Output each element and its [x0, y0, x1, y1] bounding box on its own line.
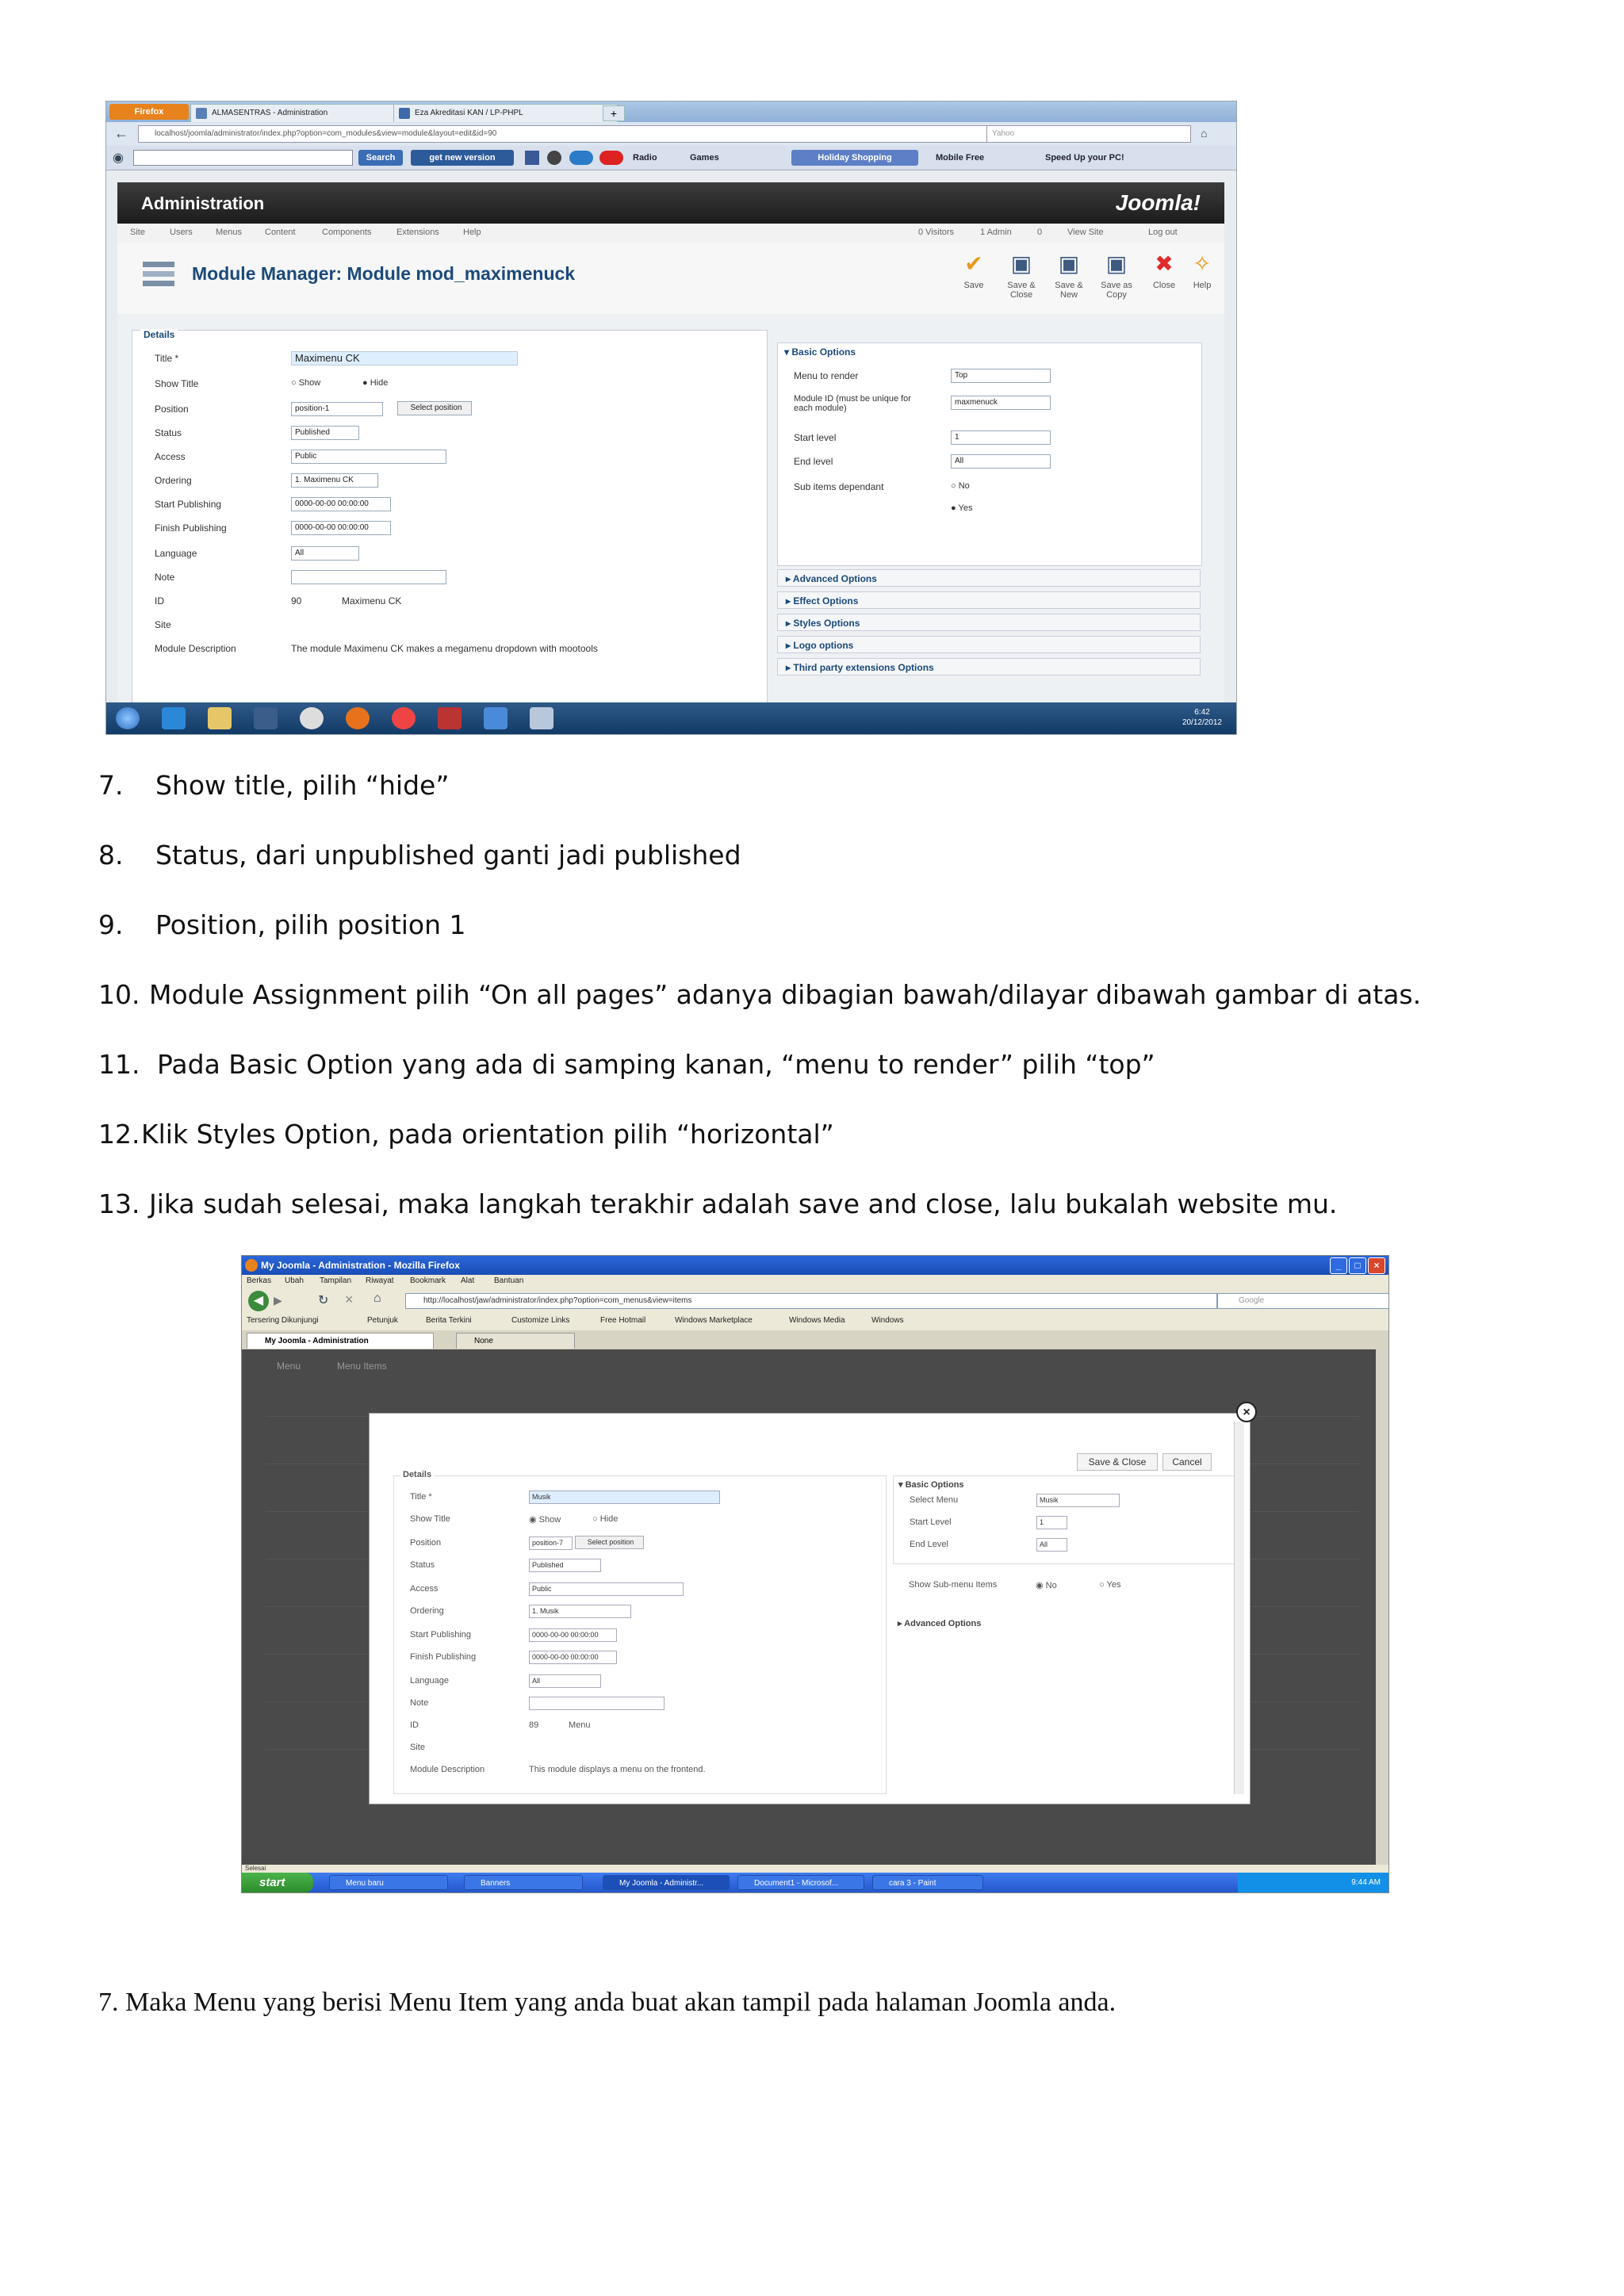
bookmark-item[interactable]: Free Hotmail	[600, 1316, 646, 1325]
check-icon: ✔	[964, 251, 983, 276]
details-heading: Details	[400, 1470, 434, 1479]
field-label: Position	[155, 404, 189, 415]
menu-berkas[interactable]: Berkas	[247, 1276, 272, 1285]
field-label: Module Description	[155, 643, 236, 654]
page-scrollbar[interactable]	[1376, 1349, 1388, 1865]
browser-tab[interactable]: Eza Akreditasi KAN / LP-PHPL	[393, 104, 618, 122]
step-9: 9. Position, pilih position 1	[98, 909, 466, 940]
start-level-select[interactable]: 1	[951, 430, 1051, 445]
advanced-options-accordion[interactable]: ▸ Advanced Options	[898, 1619, 982, 1628]
browser-tab-active[interactable]: ALMASENTRAS - Administration	[190, 104, 411, 122]
title-input[interactable]: Maximenu CK	[291, 351, 518, 365]
finish-publishing-input[interactable]: 0000-00-00 00:00:00	[291, 521, 391, 535]
start-orb-icon[interactable]	[116, 707, 140, 729]
facebook-icon[interactable]	[525, 151, 539, 165]
media-icon[interactable]	[254, 707, 278, 729]
field-label: Site	[410, 1743, 425, 1752]
toolbar-icon[interactable]	[599, 151, 623, 165]
maximize-button[interactable]: □	[1349, 1257, 1366, 1274]
help-button[interactable]: ✧ Help	[1178, 252, 1226, 290]
holiday-shopping-button[interactable]: Holiday Shopping	[791, 150, 918, 166]
details-panel	[132, 330, 768, 735]
field-label: Module Description	[410, 1765, 485, 1774]
language-select[interactable]: All	[529, 1674, 601, 1688]
joomla-favicon-icon	[196, 108, 207, 119]
module-type: Menu	[569, 1720, 591, 1730]
mobile-free-link[interactable]: Mobile Free	[936, 153, 985, 163]
option-label: Start Level	[910, 1517, 952, 1527]
window-close-button[interactable]: ×	[1368, 1257, 1385, 1274]
bg-menu-items-label: Menu Items	[337, 1360, 387, 1372]
bookmark-item[interactable]: Windows Media	[789, 1316, 845, 1325]
taskbar-item-active[interactable]: My Joomla - Administr...	[603, 1875, 730, 1890]
sub-items-radio-yes[interactable]: ● Yes	[951, 503, 973, 513]
field-label: Language	[410, 1676, 449, 1686]
app-icon[interactable]	[300, 707, 324, 729]
window-titlebar	[242, 1256, 1388, 1275]
admin-title: Administration	[141, 193, 265, 213]
access-select[interactable]: Public	[529, 1582, 684, 1596]
select-position-button[interactable]: Select position	[575, 1536, 644, 1549]
final-instruction: 7. Maka Menu yang berisi Menu Item yang anda buat akan tampil pada halaman Joomla anda.	[98, 1988, 1116, 2017]
logo-options-accordion[interactable]: ▸ Logo options	[777, 636, 1201, 653]
option-label: Show Sub-menu Items	[909, 1580, 998, 1590]
option-label: Sub items dependant	[794, 481, 884, 492]
module-id: 89	[529, 1720, 539, 1730]
tools-icon[interactable]	[484, 707, 508, 729]
save-new-icon: ▣	[1058, 251, 1080, 276]
addon-toolbar	[106, 146, 1236, 170]
position-input[interactable]: position-7	[529, 1536, 573, 1550]
save-button[interactable]: ✔ Save	[950, 252, 998, 290]
toolbar-icon[interactable]	[569, 151, 593, 165]
status-select[interactable]: Published	[291, 426, 359, 440]
field-label: Position	[410, 1538, 442, 1548]
field-label: Show Title	[155, 378, 199, 389]
start-publishing-input[interactable]: 0000-00-00 00:00:00	[529, 1628, 617, 1642]
step-13: 13. Jika sudah selesai, maka langkah terakhir adalah save and close, lalu bukalah website mu.	[98, 1188, 1338, 1219]
toolbar-search-input[interactable]	[133, 150, 353, 166]
save-icon: ▣	[1010, 251, 1032, 276]
field-label: Access	[410, 1584, 439, 1594]
address-bar[interactable]: localhost/joomla/administrator/index.php?option=com_modules&view=module&layout=edit&id=90	[138, 125, 988, 143]
field-label: ID	[155, 595, 164, 607]
end-level-select[interactable]: All	[951, 454, 1051, 469]
menu-tampilan[interactable]: Tampilan	[320, 1276, 352, 1285]
title-input[interactable]: Musik	[529, 1490, 720, 1504]
window-title: My Joomla - Administration - Mozilla Firefox	[261, 1260, 460, 1271]
browser-tabs	[242, 1330, 1388, 1350]
position-input[interactable]: position-1	[291, 402, 383, 416]
module-edit-modal	[369, 1413, 1251, 1804]
taskbar-clock: 9:44 AM	[1351, 1878, 1381, 1887]
step-11: 11. Pada Basic Option yang ada di samping kanan, “menu to render” pilih “top”	[98, 1049, 1155, 1080]
field-label: Site	[155, 619, 171, 630]
bookmark-item[interactable]: Petunjuk	[367, 1316, 398, 1325]
page-header	[117, 243, 1224, 314]
save-close-button[interactable]: Save & Close	[1077, 1453, 1158, 1471]
menu-menus[interactable]: Menus	[216, 228, 243, 237]
show-title-radio-hide[interactable]: ○ Hide	[592, 1514, 619, 1524]
show-title-radio-show[interactable]: ○ Show	[291, 378, 321, 388]
logout-link[interactable]: Log out	[1148, 228, 1178, 237]
firefox-menu-button[interactable]: Firefox	[109, 104, 189, 120]
field-label: Access	[155, 451, 186, 462]
address-bar[interactable]: http://localhost/jaw/administrator/index.php?option=com_menus&view=items	[405, 1293, 1217, 1309]
bookmarks-bar	[242, 1313, 1388, 1330]
basic-options-panel	[893, 1475, 1235, 1564]
menu-alat[interactable]: Alat	[461, 1276, 475, 1285]
module-id: 90	[291, 595, 302, 607]
basic-options-heading[interactable]: ▾ Basic Options	[898, 1480, 964, 1490]
select-position-button[interactable]: Select position	[397, 401, 472, 415]
chrome-icon[interactable]	[392, 707, 416, 729]
menu-riwayat[interactable]: Riwayat	[366, 1276, 394, 1285]
field-label: Finish Publishing	[410, 1652, 477, 1662]
submenu-radio-yes[interactable]: ○ Yes	[1099, 1580, 1121, 1590]
games-link[interactable]: Games	[690, 153, 719, 163]
taskbar-item[interactable]: cara 3 - Paint	[872, 1875, 983, 1890]
taskbar-item[interactable]: Banners	[464, 1875, 583, 1890]
menu-to-render-select[interactable]: Top	[951, 369, 1051, 383]
basic-options-heading[interactable]: ▾ Basic Options	[784, 346, 856, 358]
end-level-select[interactable]: All	[1036, 1538, 1067, 1552]
field-label: Ordering	[410, 1606, 444, 1616]
field-label: Language	[155, 548, 197, 559]
third-party-options-accordion[interactable]: ▸ Third party extensions Options	[777, 658, 1201, 675]
speed-up-link[interactable]: Speed Up your PC!	[1045, 153, 1124, 163]
module-edit-form	[117, 314, 1224, 734]
bookmark-item[interactable]: Windows Marketplace	[675, 1316, 753, 1325]
bookmark-item[interactable]: Berita Terkini	[426, 1316, 472, 1325]
home-icon[interactable]: ⌂	[1201, 127, 1208, 140]
admin-menu	[117, 224, 1224, 243]
styles-options-accordion[interactable]: ▸ Styles Options	[777, 614, 1201, 631]
system-tray	[1238, 1873, 1388, 1892]
modal-close-icon[interactable]: ×	[1236, 1402, 1257, 1422]
field-label: Title *	[410, 1492, 432, 1502]
menu-extensions[interactable]: Extensions	[396, 228, 439, 237]
select-menu-select[interactable]: Musik	[1036, 1494, 1120, 1507]
show-title-radio-hide[interactable]: ● Hide	[362, 378, 389, 388]
menu-users[interactable]: Users	[170, 228, 193, 237]
field-label: Title *	[155, 353, 179, 364]
taskbar-item[interactable]: Document1 - Microsof...	[737, 1875, 864, 1890]
joomla-logo: Joomla!	[1115, 190, 1201, 215]
forward-icon[interactable]: ▶	[274, 1294, 282, 1307]
menu-components[interactable]: Components	[322, 228, 372, 237]
advanced-options-accordion[interactable]: ▸ Advanced Options	[777, 569, 1201, 587]
browser-tab[interactable]: None	[456, 1333, 575, 1349]
url-bar-row	[106, 122, 1236, 147]
field-label: Start Publishing	[410, 1630, 472, 1640]
windows-taskbar	[242, 1873, 1388, 1892]
view-site-link[interactable]: View Site	[1067, 228, 1104, 237]
status-admin: 1 Admin	[980, 228, 1012, 237]
reload-icon[interactable]: ↻	[318, 1294, 329, 1307]
new-version-button[interactable]: get new version	[411, 150, 514, 166]
page-favicon-icon	[399, 108, 410, 119]
toolbar-logo-icon: ◉	[113, 151, 124, 165]
new-tab-button[interactable]: +	[603, 105, 625, 121]
start-button[interactable]: start	[242, 1873, 313, 1892]
show-title-radio-show[interactable]: ◉ Show	[529, 1515, 561, 1525]
home-icon[interactable]: ⌂	[373, 1292, 381, 1305]
firefox-icon[interactable]	[346, 707, 370, 729]
option-label: Start level	[794, 432, 837, 443]
menu-bookmark[interactable]: Bookmark	[410, 1276, 446, 1285]
folder-icon[interactable]	[208, 707, 232, 729]
menu-help[interactable]: Help	[463, 228, 481, 237]
field-label: Status	[155, 427, 182, 438]
start-publishing-input[interactable]: 0000-00-00 00:00:00	[291, 497, 391, 511]
close-button[interactable]: ✖ Close	[1152, 251, 1176, 290]
option-label: Select Menu	[910, 1495, 959, 1505]
browser-menu-bar	[242, 1275, 1388, 1289]
option-label: Module ID (must be unique for each module)	[794, 394, 911, 413]
module-description: The module Maximenu CK makes a megamenu dropdown with mootools	[291, 643, 598, 654]
start-level-select[interactable]: 1	[1036, 1516, 1067, 1529]
field-label: Note	[155, 572, 175, 583]
back-icon[interactable]: ←	[114, 125, 128, 141]
option-label: End level	[794, 456, 833, 467]
close-icon: ✖	[1155, 251, 1174, 276]
module-manager-icon	[141, 258, 176, 290]
toolbar-icon[interactable]	[547, 151, 561, 165]
screenshot-joomla-menu-module	[241, 1255, 1389, 1893]
field-label: Start Publishing	[155, 499, 222, 510]
field-label: Finish Publishing	[155, 522, 227, 534]
page-title: Module Manager: Module mod_maximenuck	[192, 263, 576, 284]
option-label: Menu to render	[794, 370, 859, 381]
firefox-icon	[245, 1259, 258, 1272]
ie-icon[interactable]	[162, 707, 186, 729]
ordering-select[interactable]: 1. Musik	[529, 1605, 631, 1618]
menu-ubah[interactable]: Ubah	[285, 1276, 304, 1285]
note-input[interactable]	[529, 1697, 665, 1710]
basic-options-panel	[777, 342, 1202, 566]
save-close-button[interactable]: ▣ Save & Close	[1007, 251, 1036, 300]
help-icon: ✧	[1193, 251, 1212, 276]
save-copy-button[interactable]: ▣ Save as Copy	[1101, 251, 1132, 300]
menu-content[interactable]: Content	[265, 228, 296, 237]
modal-scrollbar[interactable]	[1234, 1422, 1244, 1794]
submenu-radio-no[interactable]: ◉ No	[1036, 1581, 1057, 1590]
effect-options-accordion[interactable]: ▸ Effect Options	[777, 591, 1201, 609]
app-icon[interactable]	[438, 707, 462, 729]
toolbar-search-button[interactable]: Search	[358, 150, 403, 166]
radio-link[interactable]: Radio	[633, 153, 657, 163]
details-panel	[393, 1470, 887, 1794]
bookmark-item[interactable]: Windows	[871, 1316, 904, 1325]
menu-site[interactable]: Site	[130, 228, 145, 237]
option-label: End Level	[910, 1540, 948, 1549]
status-select[interactable]: Published	[529, 1559, 601, 1572]
bookmark-item[interactable]: Tersering Dikunjungi	[247, 1316, 319, 1325]
field-label: Ordering	[155, 475, 192, 486]
minimize-button[interactable]: _	[1330, 1257, 1347, 1274]
admin-header	[117, 182, 1224, 224]
search-field[interactable]: Google	[1217, 1293, 1389, 1309]
field-label: ID	[410, 1720, 419, 1730]
taskbar-clock: 6:42 20/12/2012	[1182, 708, 1222, 727]
field-label: Status	[410, 1560, 435, 1570]
notepad-icon[interactable]	[530, 707, 553, 729]
ordering-select[interactable]: 1. Maximenu CK	[291, 473, 378, 488]
menu-bantuan[interactable]: Bantuan	[494, 1276, 524, 1285]
bg-menu-label: Menu	[277, 1360, 301, 1372]
save-new-button[interactable]: ▣ Save & New	[1055, 251, 1083, 300]
field-label: Show Title	[410, 1514, 450, 1524]
step-7: 7. Show title, pilih “hide”	[98, 770, 450, 801]
bookmark-item[interactable]: Customize Links	[511, 1316, 570, 1325]
browser-tab-active[interactable]: My Joomla - Administration	[247, 1333, 434, 1349]
cancel-button[interactable]: Cancel	[1162, 1453, 1212, 1471]
module-description: This module displays a menu on the frontend.	[529, 1765, 706, 1774]
stop-icon[interactable]: ×	[345, 1292, 354, 1307]
language-select[interactable]: All	[291, 546, 359, 561]
save-copy-icon: ▣	[1105, 251, 1128, 276]
sub-items-radio-no[interactable]: ○ No	[951, 481, 970, 491]
windows-taskbar	[106, 702, 1236, 734]
screenshot-joomla-module-manager	[105, 101, 1237, 735]
finish-publishing-input[interactable]: 0000-00-00 00:00:00	[529, 1651, 617, 1664]
access-select[interactable]: Public	[291, 450, 446, 464]
step-10: 10. Module Assignment pilih “On all pages” adanya dibagian bawah/dilayar dibawah gambar di atas.	[98, 979, 1422, 1010]
status-visitors: 0 Visitors	[918, 228, 955, 237]
back-icon[interactable]: ◀	[248, 1291, 269, 1311]
module-type: Maximenu CK	[342, 595, 402, 607]
status-messages: 0	[1037, 228, 1043, 237]
taskbar-item[interactable]: Menu baru	[329, 1875, 448, 1890]
module-id-input[interactable]: maxmenuck	[951, 396, 1051, 410]
browser-tab-bar	[106, 101, 1236, 122]
field-label: Note	[410, 1698, 429, 1708]
step-12: 12.Klik Styles Option, pada orientation pilih “horizontal”	[98, 1119, 834, 1150]
step-8: 8. Status, dari unpublished ganti jadi published	[98, 840, 741, 871]
search-field[interactable]: Yahoo	[986, 125, 1191, 143]
details-heading: Details	[140, 329, 178, 340]
status-bar: Selesai	[242, 1865, 1389, 1873]
note-input[interactable]	[291, 570, 446, 584]
navigation-bar	[242, 1289, 1388, 1314]
